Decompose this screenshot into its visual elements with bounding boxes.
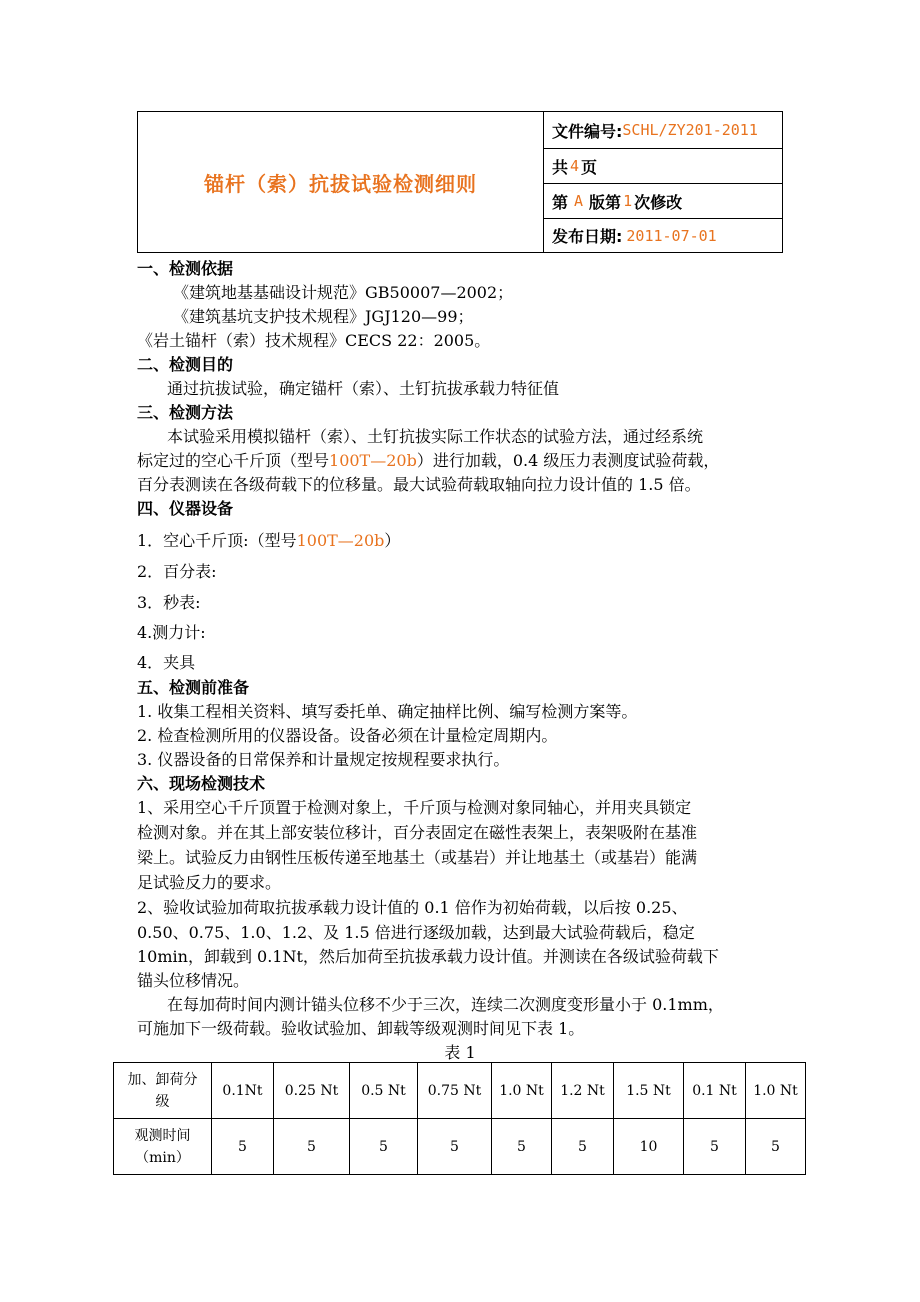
section-4-heading: 四、仪器设备 [137,499,234,518]
equipment-item-1-b: ） [384,531,401,550]
section-3-line-3: 百分表测读在各级荷载下的位移量。最大试验荷载取轴向拉力设计值的 1.5 倍。 [137,475,701,494]
load-stage-cell: 1.5 Nt [614,1063,684,1119]
section-1-item-1: 《建筑地基基础设计规范》GB50007—2002； [173,283,514,302]
section-3-heading: 三、检测方法 [137,403,234,422]
pages-prefix: 共 [552,157,569,177]
observation-time-cell: 5 [684,1119,746,1175]
load-stage-cell: 0.1Nt [212,1063,274,1119]
load-stage-cell: 0.75 Nt [418,1063,492,1119]
revision-suffix: 次修改 [634,192,683,212]
document-title: 锚杆（索）抗拔试验检测细则 [204,171,477,196]
observation-time-cell: 5 [418,1119,492,1175]
observation-time-cell: 5 [350,1119,418,1175]
load-stage-header-line-2: 级 [155,1093,170,1110]
load-stage-cell: 0.5 Nt [350,1063,418,1119]
load-stage-cell: 1.0 Nt [746,1063,806,1119]
technique-line-2: 检测对象。并在其上部安装位移计，百分表固定在磁性表架上，表架吸附在基准 [137,823,698,842]
load-time-table [113,1062,806,1175]
technique-line-9: 在每加荷时间内测计锚头位移不少于三次，连续二次测度变形量小于 0.1mm， [167,995,724,1014]
equipment-item-5: 4．夹具 [137,653,196,672]
observation-time-cell: 5 [492,1119,552,1175]
section-1-item-3: 《岩土锚杆（索）技术规程》CECS 22：2005。 [137,331,491,350]
pages-value: 4 [570,157,580,175]
table-caption: 表 1 [444,1043,476,1062]
revision-row [544,184,782,219]
header-table [137,111,783,253]
section-3-jack-model: 100T—20b [329,451,417,470]
technique-line-5: 2、验收试验加荷取抗拔承载力设计值的 0.1 倍作为初始荷载，以后按 0.25、 [137,898,688,917]
equipment-item-2: 2．百分表: [137,562,217,581]
doc-number-value: SCHL/ZY201-2011 [622,121,758,139]
revision-edition: A [574,192,584,210]
load-stage-cell: 0.25 Nt [274,1063,350,1119]
section-3-line-1: 本试验采用模拟锚杆（索）、土钉抗拔实际工作状态的试验方法，通过经系统 [167,427,704,446]
observation-time-header-line-2: （min） [135,1149,190,1166]
revision-prefix: 第 [552,192,569,212]
revision-middle: 版第 [589,192,622,212]
section-3-line-2-a: 标定过的空心千斤顶（型号 [137,451,330,470]
load-stage-cell: 1.2 Nt [552,1063,614,1119]
section-2-heading: 二、检测目的 [137,355,234,374]
observation-time-header-line-1: 观测时间 [134,1127,191,1144]
equipment-item-1 [137,529,400,552]
page-count-row [544,149,782,184]
section-2-text: 通过抗拔试验，确定锚杆（索）、土钉抗拔承载力特征值 [167,379,560,398]
observation-time-cell: 5 [746,1119,806,1175]
load-stage-cell: 0.1 Nt [684,1063,746,1119]
technique-line-3: 梁上。试验反力由钢性压板传递至地基土（或基岩）并让地基土（或基岩）能满 [137,848,698,867]
doc-number-row [544,112,782,149]
section-1-heading: 一、检测依据 [137,259,234,278]
observation-time-cell: 5 [552,1119,614,1175]
header-title-cell [138,112,544,252]
technique-line-7: 10min，卸载到 0.1Nt，然后加荷至抗拔承载力设计值。并测读在各级试验荷载下 [137,947,719,966]
technique-line-4: 足试验反力的要求。 [137,873,282,892]
prep-item-1: 1. 收集工程相关资料、填写委托单、确定抽样比例、编写检测方案等。 [137,702,638,721]
prep-item-3: 3. 仪器设备的日常保养和计量规定按规程要求执行。 [137,750,510,769]
technique-line-10: 可施加下一级荷载。验收试验加、卸载等级观测时间见下表 1。 [137,1019,585,1038]
observation-time-header [114,1119,212,1175]
equipment-jack-model: 100T—20b [296,531,385,550]
section-1-item-2: 《建筑基坑支护技术规程》JGJ120—99； [173,307,474,326]
equipment-item-1-a: 1．空心千斤顶:（型号 [137,531,297,550]
prep-item-2: 2. 检查检测所用的仪器设备。设备必须在计量检定周期内。 [137,726,558,745]
table-row-observation-time [114,1119,806,1175]
technique-line-1: 1、采用空心千斤顶置于检测对象上，千斤顶与检测对象同轴心，并用夹具锁定 [137,798,692,817]
revision-number: 1 [623,192,633,210]
observation-time-cell: 5 [212,1119,274,1175]
equipment-item-3: 3．秒表: [137,593,201,612]
pages-suffix: 页 [581,157,598,177]
load-stage-header [114,1063,212,1119]
technique-line-8: 锚头位移情况。 [137,971,250,990]
observation-time-cell: 10 [614,1119,684,1175]
equipment-item-4: 4.测力计: [137,623,206,642]
section-3-line-2 [137,449,719,472]
release-date-row [544,219,782,252]
section-3-line-2-b: ）进行加载，0.4 级压力表测度试验荷载， [416,451,720,470]
observation-time-cell: 5 [274,1119,350,1175]
release-date-label: 发布日期: [552,227,623,246]
section-6-heading: 六、现场检测技术 [137,774,266,793]
technique-line-6: 0.50、0.75、1.0、1.2、及 1.5 倍进行逐级加载，达到最大试验荷载后，稳定 [137,923,695,942]
section-5-heading: 五、检测前准备 [137,678,250,697]
release-date-value: 2011-07-01 [626,226,717,245]
doc-number-label: 文件编号: [552,121,623,141]
load-stage-cell: 1.0 Nt [492,1063,552,1119]
table-row-load-stage [114,1063,806,1119]
load-stage-header-line-1: 加、卸荷分 [127,1071,198,1088]
